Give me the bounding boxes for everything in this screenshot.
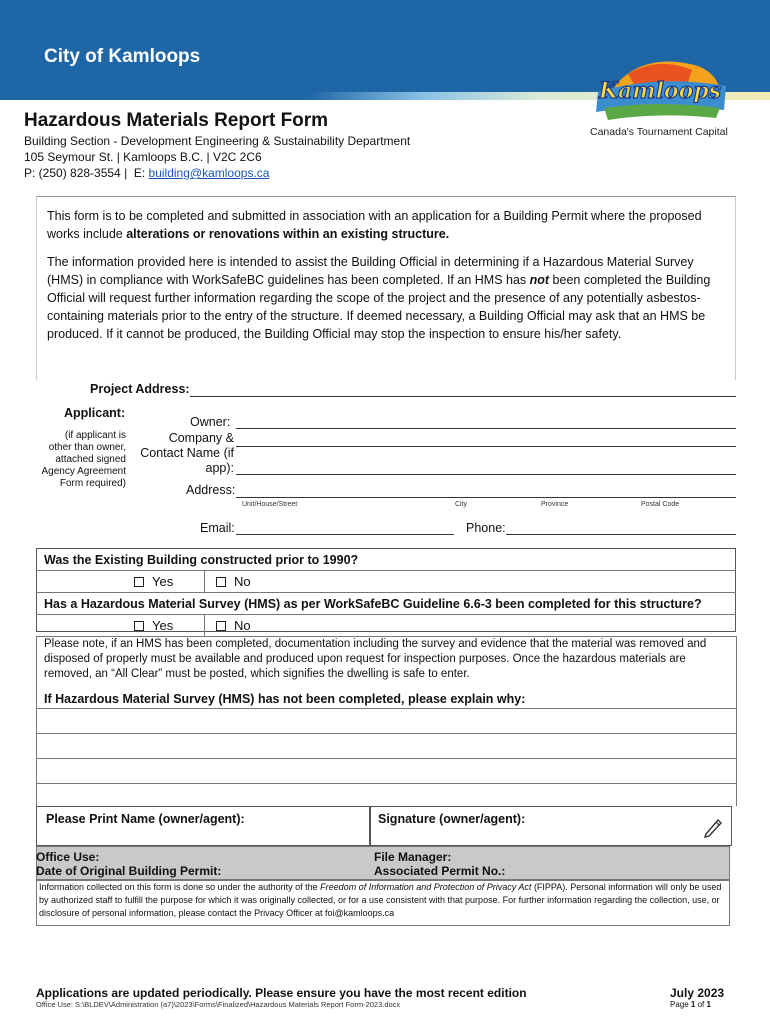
email-label: Email: <box>200 521 235 535</box>
q2-no-checkbox[interactable] <box>216 621 226 631</box>
q1-yes-option[interactable]: Yes <box>134 574 173 589</box>
form-title: Hazardous Materials Report Form <box>24 110 329 131</box>
company-field-line-2[interactable] <box>236 474 736 475</box>
phone-label: Phone: <box>466 521 506 535</box>
applicant-note: (if applicant is other than owner, attached signed Agency Agreement Form required) <box>41 430 126 489</box>
explain-line-4[interactable] <box>36 783 736 784</box>
office-use-label: Office Use: <box>36 850 100 864</box>
intro-box <box>36 196 736 380</box>
q2-yes-option[interactable]: Yes <box>134 618 173 633</box>
address-line: 105 Seymour St. | Kamloops B.C. | V2C 2C6 <box>24 150 262 164</box>
pen-icon <box>702 816 724 838</box>
province-caption: Province <box>541 501 569 508</box>
intro-paragraph-1: This form is to be completed and submitted in association with an application for a Building Permit where the proposed works include alterations or renovations within an existing structure. <box>47 209 702 241</box>
company-field-line-1[interactable] <box>236 446 736 447</box>
intro-paragraph-2: The information provided here is intended to assist the Building Official in determining if a Hazardous Material Survey (HMS) in compliance with WorkSafeBC guidelines has been completed. If an HMS has not been completed the Building Official will request further information regarding the scope of the project and the presence of any potentially asbestos-containing materials prior to the entry of the structure. If deemed necessary, a Building Official may ask that an HMS be produced. If it cannot be produced, the Building Official may stop the inspection to ensure his/her safety. <box>47 255 711 341</box>
email-link[interactable]: building@kamloops.ca <box>148 166 270 180</box>
q2-yes-checkbox[interactable] <box>134 621 144 631</box>
q1-yes-checkbox[interactable] <box>134 577 144 587</box>
applicant-label: Applicant: <box>64 406 126 420</box>
kamloops-logo <box>588 52 732 124</box>
page-number: Page 1 of 1 <box>670 1000 711 1009</box>
owner-field[interactable] <box>236 428 736 429</box>
signature-label: Signature (owner/agent): <box>378 812 526 826</box>
explain-line-1[interactable] <box>36 708 736 709</box>
explain-title: If Hazardous Material Survey (HMS) has not been completed, please explain why: <box>44 692 526 706</box>
explain-line-2[interactable] <box>36 733 736 734</box>
q1-no-checkbox[interactable] <box>216 577 226 587</box>
date-permit-label: Date of Original Building Permit: <box>36 864 222 878</box>
postal-code-caption: Postal Code <box>641 501 680 508</box>
file-manager-label: File Manager: <box>374 850 452 864</box>
company-contact-label: Company & Contact Name (if app): <box>140 431 234 475</box>
footer-file-path: Office Use: S:\BLDEV\Administration (a7)\2023\Forms\Finalized\Hazardous Materials Report Form-2023.docx <box>36 1000 401 1009</box>
owner-label: Owner: <box>190 415 231 429</box>
hms-note: Please note, if an HMS has been completed, documentation including the survey and evidence that the material was removed and disposed of properly must be available and produced upon request for inspection purposes. Once the hazardous materials are removed, an “All Clear” must be posted, which signifies the dwelling is safe to enter. <box>44 638 707 680</box>
email-prefix: E: <box>133 166 149 180</box>
project-address-label: Project Address: <box>90 382 190 396</box>
city-caption: City <box>455 501 468 508</box>
q1-no-option[interactable]: No <box>216 574 251 589</box>
explain-line-3[interactable] <box>36 758 736 759</box>
tagline: Canada's Tournament Capital <box>590 126 728 138</box>
print-name-label: Please Print Name (owner/agent): <box>46 812 245 826</box>
project-address-field[interactable] <box>190 396 736 397</box>
footer-notice: Applications are updated periodically. Please ensure you have the most recent edition <box>36 986 527 1000</box>
question-hms: Has a Hazardous Material Survey (HMS) as per WorkSafeBC Guideline 6.6-3 been completed for this structure? <box>44 597 702 611</box>
phone-field[interactable] <box>506 534 736 535</box>
q2-no-option[interactable]: No <box>216 618 251 633</box>
address-field[interactable] <box>236 497 736 498</box>
dept-line: Building Section - Development Engineering & Sustainability Department <box>24 134 411 148</box>
unit-street-caption: Unit/House/Street <box>242 501 298 508</box>
privacy-notice: Information collected on this form is done so under the authority of the Freedom of Information and Protection of Privacy Act (FIPPA). Personal information will only be used by authorized staff to fulfill the purpose for which it was originally collected, or for a use consistent with that purpose. For further information regarding the collection, use, or disclosure of personal information, please contact the Privacy Officer at foi@kamloops.ca <box>36 880 730 926</box>
city-name: City of Kamloops <box>44 46 201 67</box>
contact-line: P: (250) 828-3554 | E: building@kamloops.ca <box>24 166 270 180</box>
phone-text: P: (250) 828-3554 <box>24 166 121 180</box>
question-1990: Was the Existing Building constructed prior to 1990? <box>44 553 359 567</box>
address-label: Address: <box>186 483 236 497</box>
email-field[interactable] <box>236 534 454 535</box>
associated-permit-label: Associated Permit No.: <box>374 864 506 878</box>
logo-text: Kamloops <box>598 78 722 104</box>
footer-date: July 2023 <box>670 986 725 1000</box>
